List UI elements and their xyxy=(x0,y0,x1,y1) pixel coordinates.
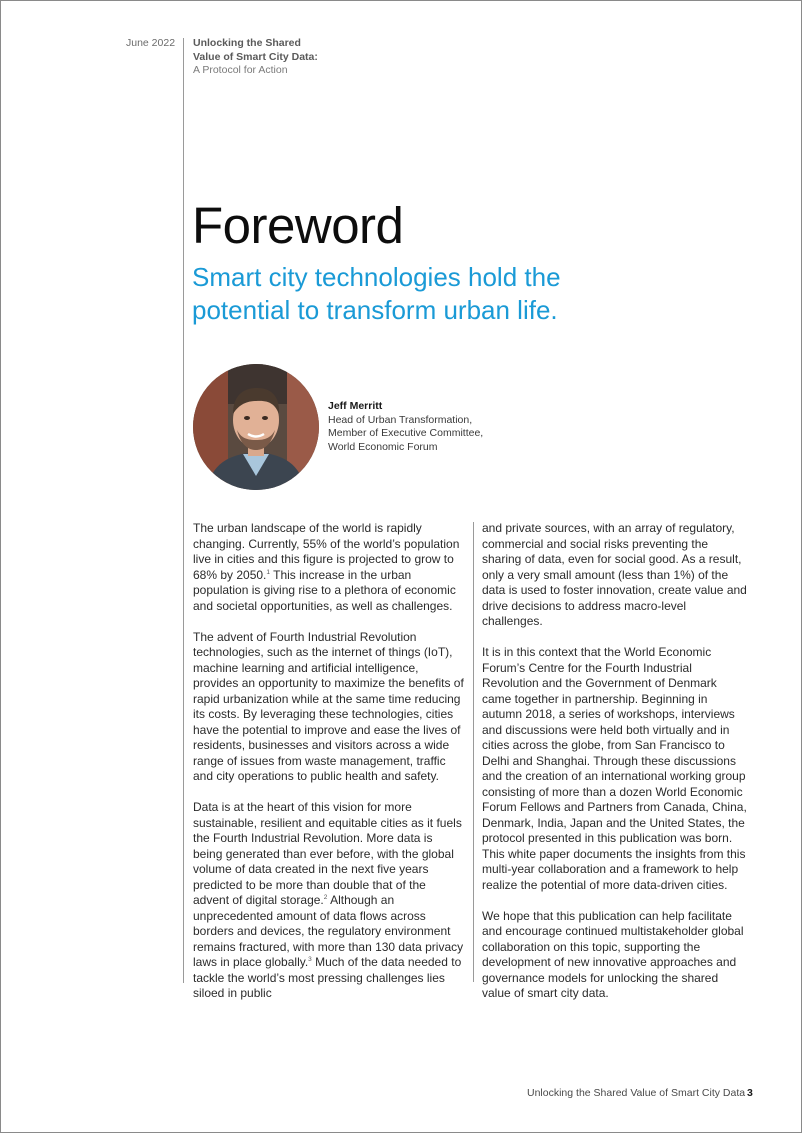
paragraph-3-text-a: Data is at the heart of this vision for more sustainable, resilient and equitable cities as it fuels the Fourth Industrial Revolution. More data is being generated than ever before, with the global volume of data created in the next five years predicted to be more than double that of the advent of digital storage. xyxy=(193,800,462,907)
paragraph-5: It is in this context that the World Economic Forum’s Centre for the Fourth Industrial Revolution and the Government of Denmark came together in partnership. Beginning in autumn 2018, a series of workshops, interviews and discussions were held both virtually and in cities across the globe, from San Francisco to Delhi and Shanghai. Through these discussions and the creation of an international working group consisting of more than a dozen World Economic Forum Fellows and Partners from Canada, China, Denmark, India, Japan and the United States, the protocol presented in this publication was born. This white paper documents the insights from this multi-year collaboration and a framework to help realize the potential of more data-driven cities. xyxy=(482,645,747,892)
footer-title: Unlocking the Shared Value of Smart City Data xyxy=(527,1087,746,1099)
author-role-line2: Member of Executive Committee, xyxy=(328,427,484,439)
header-subtitle: A Protocol for Action xyxy=(193,64,288,76)
portrait-illustration xyxy=(193,364,319,490)
author-role-line3: World Economic Forum xyxy=(328,440,438,453)
paragraph-2: The advent of Fourth Industrial Revolution technologies, such as the internet of things (IoT), machine learning and artificial intelligence, provides an opportunity to maximize the benefits of rapid urbanization while at the same time reducing its costs. By leveraging these technologies, cities have the potential to improve and ease the lives of residents, businesses and visitors across a wide range of issues from waste management, traffic and city operations to public health and safety. xyxy=(193,629,464,783)
header-date: June 2022 xyxy=(126,37,176,49)
body-column-left xyxy=(193,521,465,1017)
page-title: Foreword xyxy=(192,197,404,254)
header-title-line2: Value of Smart City Data: xyxy=(193,50,318,63)
author-role-line1: Head of Urban Transformation, xyxy=(328,413,473,426)
header-divider xyxy=(183,38,184,983)
paragraph-1-text-b: This increase in the urban population is giving rise to a plethora of economic and societal opportunities, as well as challenges. xyxy=(193,567,456,613)
footnote-ref-1[interactable]: 1 xyxy=(266,568,271,576)
page-number: 3 xyxy=(747,1087,753,1099)
paragraph-6: We hope that this publication can help facilitate and encourage continued multistakeholder global collaboration on this topic, supporting the development of new innovative approaches and governance models for unlocking the shared value of smart city data. xyxy=(482,908,744,1000)
header-title xyxy=(193,37,318,78)
footnote-ref-2[interactable]: 2 xyxy=(323,894,328,901)
header-title-line1: Unlocking the Shared xyxy=(193,37,301,49)
author-info xyxy=(328,400,483,454)
column-divider xyxy=(473,522,474,982)
author-name: Jeff Merritt xyxy=(328,400,383,412)
paragraph-4: and private sources, with an array of regulatory, commercial and social risks preventing the sharing of data, even for social good. As a result, only a very small amount (less than 1%) of the data is used to foster innovation, create value and drive decisions to address macro-level challenges. xyxy=(482,521,747,628)
paragraph-3 xyxy=(193,800,465,1002)
body-column-right xyxy=(482,521,748,1017)
footnote-ref-3[interactable]: 3 xyxy=(308,956,312,963)
page-subtitle: Smart city technologies hold the potential to transform urban life. xyxy=(192,262,561,325)
paragraph-1-text-a: The urban landscape of the world is rapidly changing. Currently, 55% of the world’s population live in cities and this figure is projected to grow to 68% by 2050. xyxy=(193,521,460,582)
paragraph-3-text-b: Although an unprecedented amount of data flows across borders and devices, the regulatory environment remains fractured, with more than 130 data privacy laws in place globally. xyxy=(193,893,464,969)
paragraph-3-text-c: Much of the data needed to tackle the world’s most pressing challenges lies siloed in public xyxy=(193,955,462,1000)
author-photo xyxy=(193,364,319,490)
paragraph-1 xyxy=(193,521,465,614)
